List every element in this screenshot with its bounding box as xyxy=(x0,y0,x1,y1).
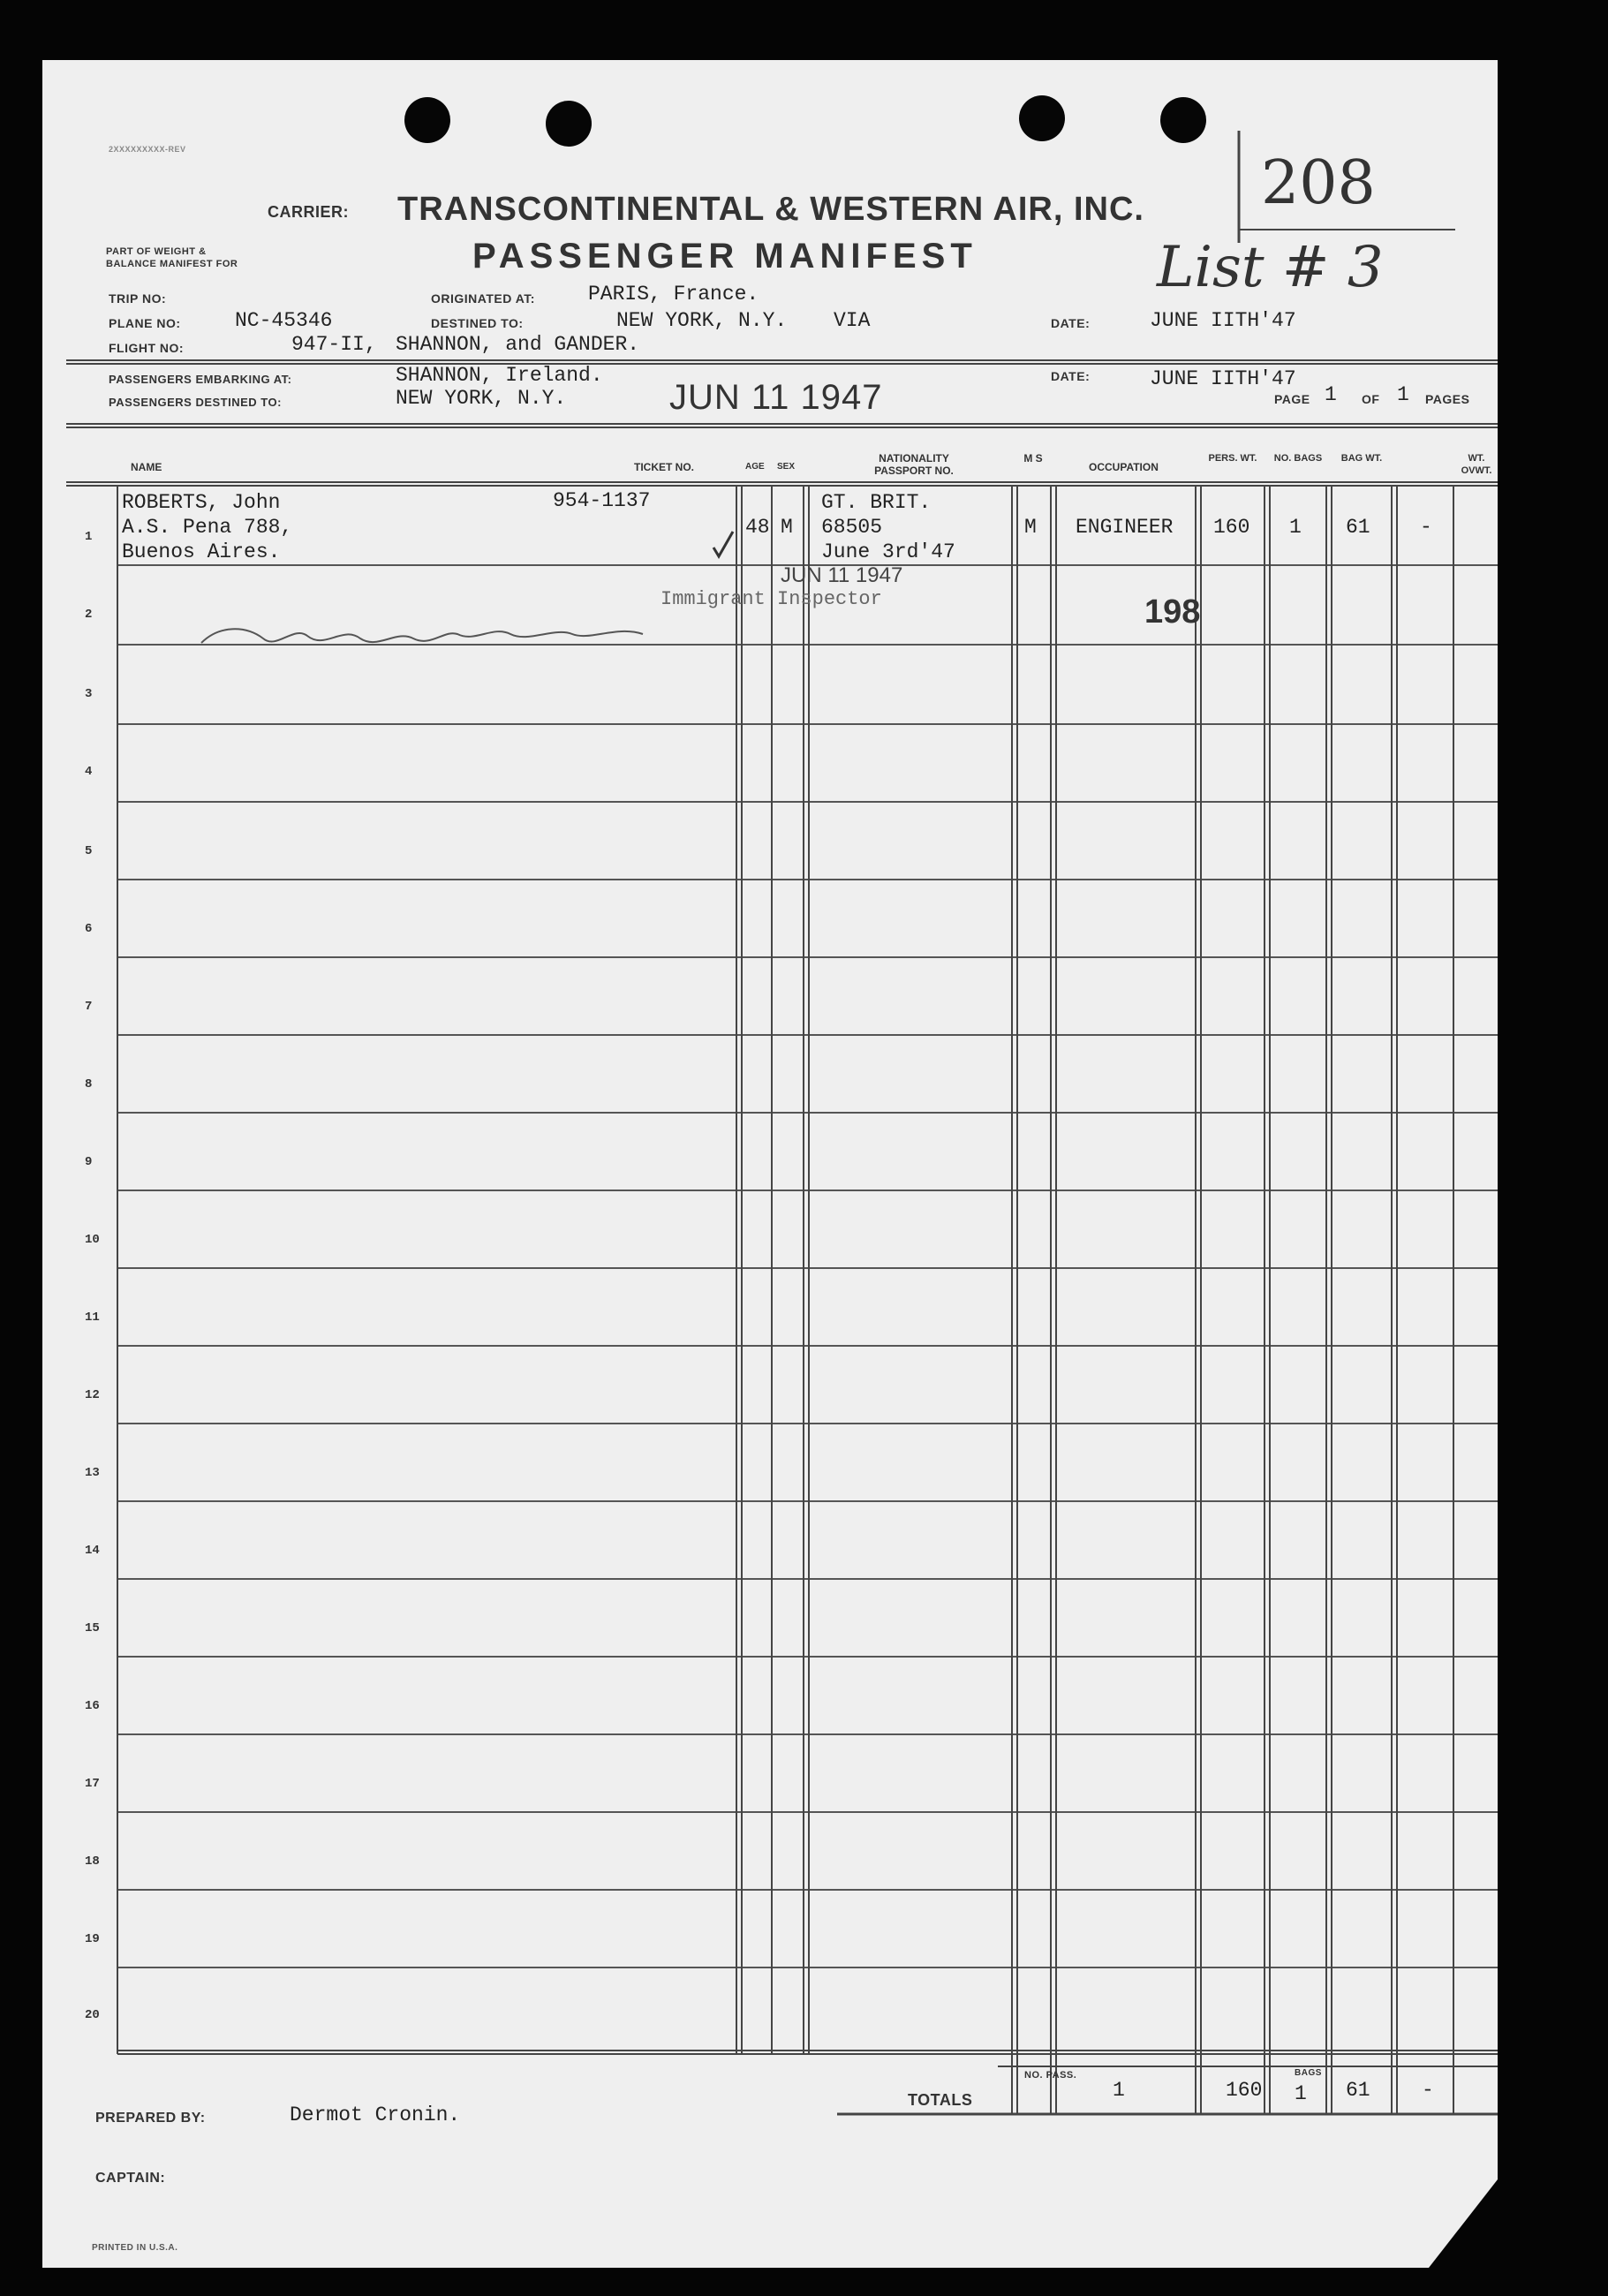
manifest-title: PASSENGER MANIFEST xyxy=(472,237,978,276)
plane-no: NC-45346 xyxy=(235,309,333,332)
row-number: 10 xyxy=(85,1233,100,1247)
col-header-nationality: NATIONALITY PASSPORT NO. xyxy=(874,452,954,477)
bags-label: BAGS xyxy=(1295,2068,1322,2078)
col-header-no-bags: NO. BAGS xyxy=(1273,453,1323,464)
row-number: 6 xyxy=(85,922,93,936)
total-bags: 1 xyxy=(1295,2082,1307,2105)
row-number: 18 xyxy=(85,1854,100,1869)
row-number: 5 xyxy=(85,844,93,858)
of-label: OF xyxy=(1362,392,1380,406)
passenger-sex: M xyxy=(781,516,793,539)
passenger-pers-wt: 160 xyxy=(1213,516,1250,539)
no-pass-label: NO. PASS. xyxy=(1024,2070,1077,2081)
originated-at: PARIS, France. xyxy=(588,283,759,306)
row-number: 13 xyxy=(85,1466,100,1480)
col-header-age: AGE xyxy=(745,462,765,472)
flight-no: 947-II, xyxy=(291,333,377,356)
pages-label: PAGES xyxy=(1425,392,1470,406)
col-header-name: NAME xyxy=(131,461,162,473)
col-header-bag-wt: BAG WT. xyxy=(1340,453,1383,464)
passenger-address-2: Buenos Aires. xyxy=(122,540,281,563)
form-code: 2XXXXXXXXX-REV xyxy=(109,145,186,154)
col-header-ticket: TICKET NO. xyxy=(634,461,694,473)
row-number: 3 xyxy=(85,687,93,701)
row-number: 20 xyxy=(85,2008,100,2022)
total-weight: 160 xyxy=(1226,2079,1263,2102)
total-overweight: - xyxy=(1422,2079,1434,2102)
date-stamp: JUN 11 1947 xyxy=(669,378,883,417)
date-label-2: DATE: xyxy=(1051,369,1091,383)
row-number: 12 xyxy=(85,1388,100,1402)
col-header-wt-ovwt: WT. OVWT. xyxy=(1461,453,1492,476)
date-label-1: DATE: xyxy=(1051,316,1091,330)
passenger-occupation: ENGINEER xyxy=(1076,516,1174,539)
col-header-ms: M S xyxy=(1023,452,1043,464)
destined: NEW YORK, N.Y. xyxy=(396,387,567,410)
destined-to-label: DESTINED TO: xyxy=(431,316,524,330)
destined-label: PASSENGERS DESTINED TO: xyxy=(109,396,282,409)
row-number: 1 xyxy=(85,530,93,544)
col-header-pers-wt: PERS. WT. xyxy=(1208,453,1257,464)
row-number: 17 xyxy=(85,1777,100,1791)
row-number: 15 xyxy=(85,1621,100,1635)
punch-hole-4 xyxy=(1160,97,1206,143)
row-number: 7 xyxy=(85,1000,93,1014)
embarking-label: PASSENGERS EMBARKING AT: xyxy=(109,373,292,386)
row-number: 2 xyxy=(85,608,93,622)
prepared-by-label: PREPARED BY: xyxy=(95,2111,206,2126)
punch-hole-1 xyxy=(404,97,450,143)
col-header-occupation: OCCUPATION xyxy=(1089,461,1159,473)
inspector-signature xyxy=(201,597,487,642)
via-text: VIA xyxy=(834,309,871,332)
passenger-name: ROBERTS, John xyxy=(122,491,281,514)
total-bag-weight: 61 xyxy=(1346,2079,1370,2102)
page-label: PAGE xyxy=(1274,392,1310,406)
inspection-stamp-text: Immigrant Inspector xyxy=(661,588,882,610)
printed-in: PRINTED IN U.S.A. xyxy=(92,2243,178,2253)
via-places: SHANNON, and GANDER. xyxy=(396,333,640,356)
row-number: 9 xyxy=(85,1155,93,1169)
carrier-label: CARRIER: xyxy=(268,203,349,221)
totals-label: TOTALS xyxy=(908,2091,973,2109)
total-passengers: 1 xyxy=(1113,2079,1125,2102)
row-number: 19 xyxy=(85,1932,100,1946)
col-header-sex: SEX xyxy=(777,462,796,472)
row-number: 4 xyxy=(85,765,93,779)
originated-label: ORIGINATED AT: xyxy=(431,291,535,306)
trip-label: TRIP NO: xyxy=(109,291,167,306)
passenger-age: 48 xyxy=(745,516,770,539)
passenger-passport-date: June 3rd'47 xyxy=(821,540,955,563)
flight-label: FLIGHT NO: xyxy=(109,341,185,355)
embarking-at: SHANNON, Ireland. xyxy=(396,364,603,387)
date-2: JUNE IITH'47 xyxy=(1150,367,1296,390)
plane-label: PLANE NO: xyxy=(109,316,181,330)
passenger-ticket: 954-1137 xyxy=(553,489,651,512)
passenger-passport: 68505 xyxy=(821,516,883,539)
prepared-by: Dermot Cronin. xyxy=(290,2103,461,2126)
punch-hole-3 xyxy=(1019,95,1065,141)
passenger-ovwt: - xyxy=(1420,516,1432,539)
pages-total: 1 xyxy=(1397,383,1409,406)
page-number: 1 xyxy=(1325,383,1337,406)
passenger-nationality: GT. BRIT. xyxy=(821,491,932,514)
inspection-stamp-date: JUN 11 1947 xyxy=(781,563,903,587)
date-1: JUNE IITH'47 xyxy=(1150,309,1296,332)
passenger-address-1: A.S. Pena 788, xyxy=(122,516,293,539)
inspection-number: 198 xyxy=(1144,593,1201,631)
manifest-page xyxy=(42,60,1498,2268)
row-number: 11 xyxy=(85,1310,100,1325)
passenger-bag-wt: 61 xyxy=(1346,516,1370,539)
punch-hole-2 xyxy=(546,101,592,147)
handwritten-number: 208 xyxy=(1261,148,1376,218)
passenger-marital: M xyxy=(1024,516,1037,539)
row-number: 16 xyxy=(85,1699,100,1713)
row-number: 8 xyxy=(85,1077,93,1091)
part-of-label: PART OF WEIGHT & BALANCE MANIFEST FOR xyxy=(106,246,238,269)
handwritten-list: List # 3 xyxy=(1157,235,1384,300)
destined-to: NEW YORK, N.Y. xyxy=(616,309,788,332)
row-number: 14 xyxy=(85,1544,100,1558)
passenger-no-bags: 1 xyxy=(1289,516,1302,539)
captain-label: CAPTAIN: xyxy=(95,2171,166,2186)
carrier-name: TRANSCONTINENTAL & WESTERN AIR, INC. xyxy=(397,191,1144,228)
